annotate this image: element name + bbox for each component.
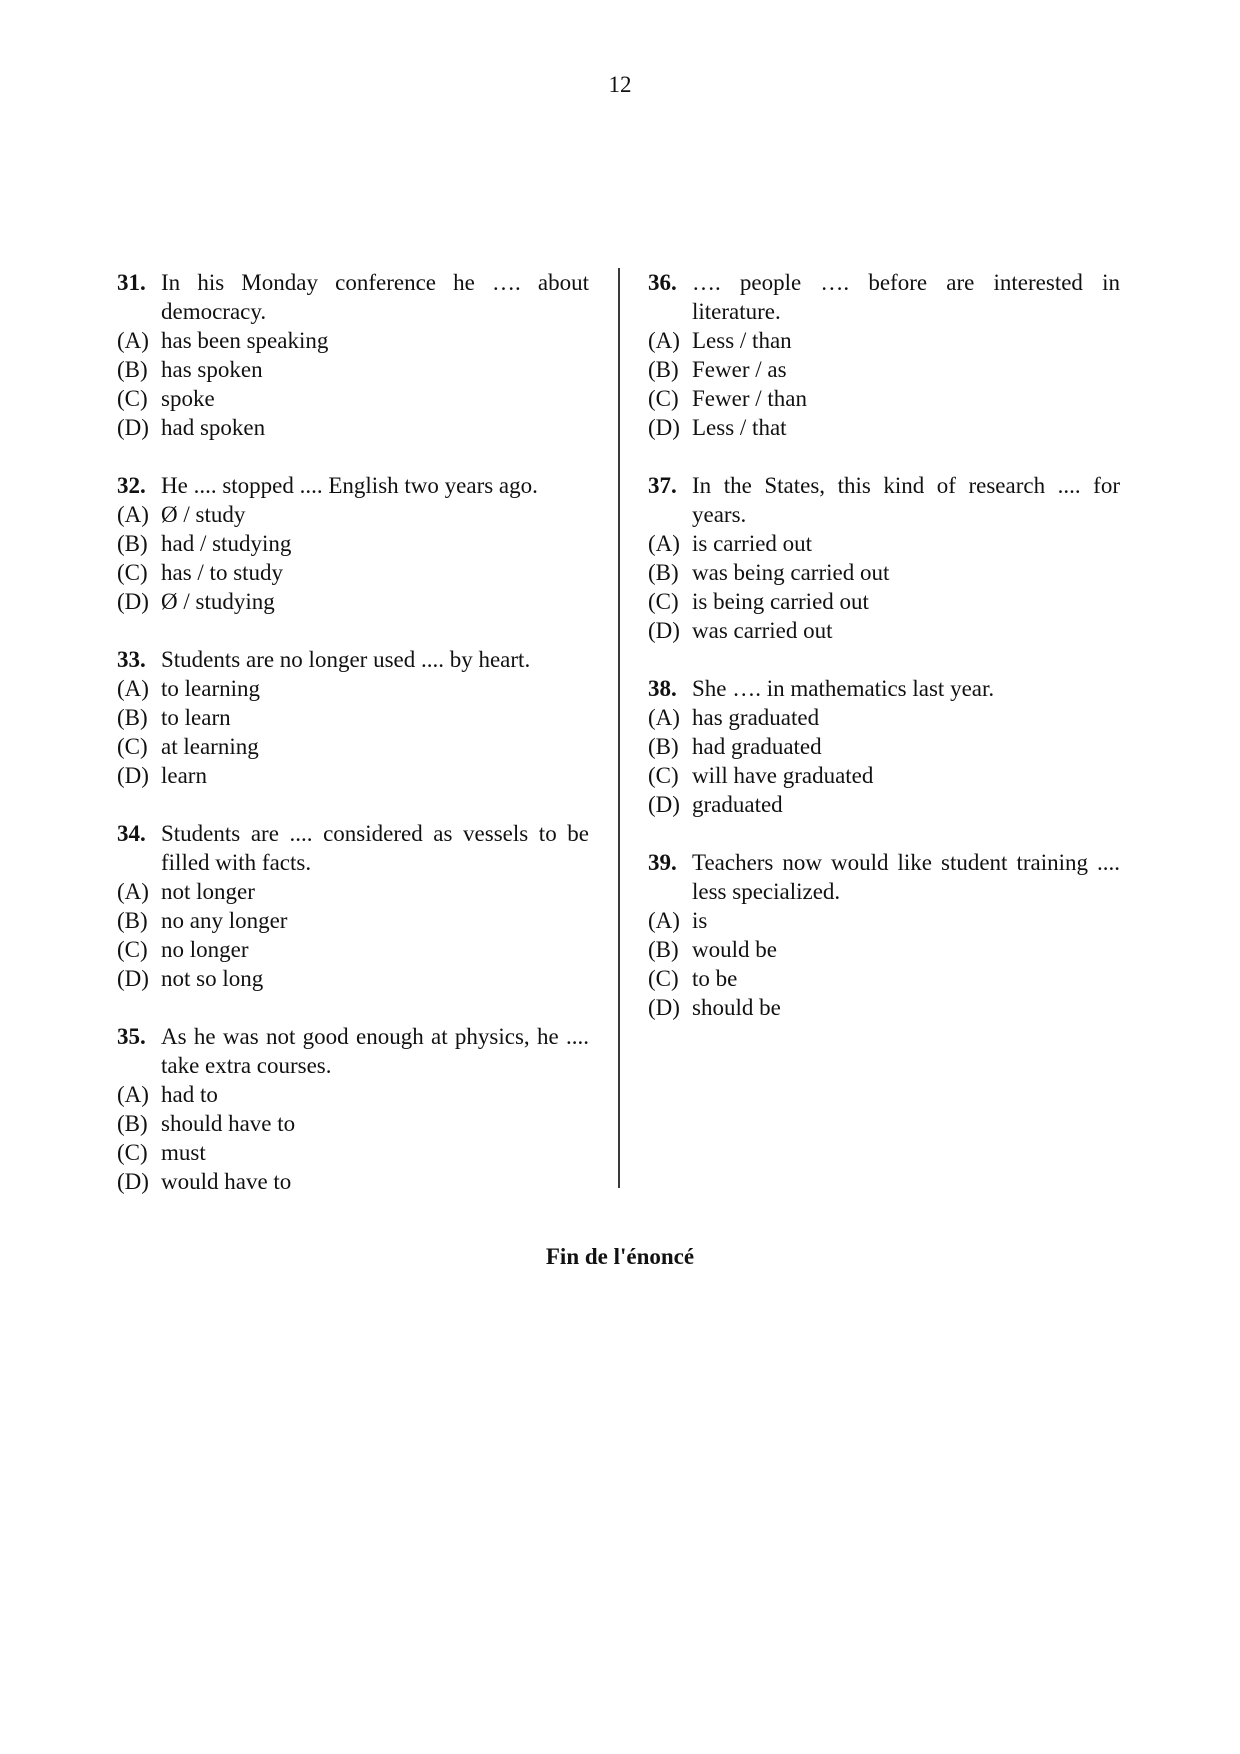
option-text: has graduated [692, 705, 820, 730]
option-text: is [692, 908, 708, 933]
answer-option [117, 558, 589, 587]
question-text: She …. in mathematics last year. [692, 676, 995, 701]
question-number: 32. [117, 473, 146, 498]
answer-option [117, 877, 589, 906]
option-text: no longer [161, 937, 249, 962]
answer-option [117, 529, 589, 558]
answer-option [648, 587, 1120, 616]
question-item [648, 848, 1120, 1022]
option-letter: (A) [117, 879, 149, 904]
answer-option [648, 732, 1120, 761]
column-divider [618, 268, 620, 1188]
option-text: Fewer / as [692, 357, 787, 382]
option-text: not longer [161, 879, 255, 904]
answer-option [117, 703, 589, 732]
question-stem [648, 268, 1120, 326]
option-letter: (C) [648, 763, 679, 788]
answer-option [117, 1167, 589, 1196]
question-text: As he was not good enough at physics, he .... take extra courses. [161, 1024, 589, 1078]
option-text: has been speaking [161, 328, 329, 353]
option-letter: (D) [648, 792, 680, 817]
option-letter: (A) [648, 908, 680, 933]
option-text: learn [161, 763, 207, 788]
option-letter: (C) [117, 560, 148, 585]
question-item [117, 645, 589, 790]
option-text: would have to [161, 1169, 292, 1194]
question-text: …. people …. before are interested in literature. [692, 270, 1120, 324]
answer-option [648, 964, 1120, 993]
right-question-column [648, 268, 1120, 1051]
option-text: graduated [692, 792, 783, 817]
option-letter: (B) [117, 357, 148, 382]
option-text: Fewer / than [692, 386, 807, 411]
option-text: Ø / study [161, 502, 246, 527]
option-letter: (D) [117, 966, 149, 991]
option-letter: (B) [648, 937, 679, 962]
answer-option [648, 529, 1120, 558]
option-text: has / to study [161, 560, 284, 585]
option-text: had / studying [161, 531, 292, 556]
answer-option [117, 761, 589, 790]
question-number: 31. [117, 270, 146, 295]
question-number: 36. [648, 270, 677, 295]
question-item [648, 471, 1120, 645]
left-question-column [117, 268, 589, 1225]
option-letter: (B) [117, 1111, 148, 1136]
question-stem [648, 471, 1120, 529]
option-text: Ø / studying [161, 589, 275, 614]
answer-option [117, 732, 589, 761]
option-text: would be [692, 937, 777, 962]
option-letter: (A) [648, 531, 680, 556]
question-stem [648, 848, 1120, 906]
option-letter: (D) [117, 589, 149, 614]
answer-option [117, 964, 589, 993]
answer-option [117, 1109, 589, 1138]
option-letter: (C) [648, 386, 679, 411]
option-letter: (B) [648, 560, 679, 585]
answer-option [648, 413, 1120, 442]
option-text: to learning [161, 676, 260, 701]
answer-option [117, 935, 589, 964]
option-letter: (B) [117, 705, 148, 730]
question-text: In the States, this kind of research .... for years. [692, 473, 1120, 527]
option-letter: (A) [117, 1082, 149, 1107]
option-letter: (D) [648, 995, 680, 1020]
question-stem [117, 471, 589, 500]
question-number: 35. [117, 1024, 146, 1049]
answer-option [648, 790, 1120, 819]
option-letter: (A) [117, 676, 149, 701]
option-letter: (D) [648, 618, 680, 643]
option-text: was carried out [692, 618, 833, 643]
option-text: to be [692, 966, 738, 991]
question-stem [117, 819, 589, 877]
option-letter: (C) [117, 734, 148, 759]
answer-option [648, 616, 1120, 645]
answer-option [117, 384, 589, 413]
question-text: He .... stopped .... English two years ago. [161, 473, 538, 498]
answer-option [117, 1138, 589, 1167]
question-item [648, 674, 1120, 819]
option-text: at learning [161, 734, 259, 759]
option-letter: (C) [117, 937, 148, 962]
option-text: to learn [161, 705, 231, 730]
option-text: Less / that [692, 415, 787, 440]
answer-option [117, 1080, 589, 1109]
answer-option [117, 326, 589, 355]
answer-option [648, 906, 1120, 935]
answer-option [117, 500, 589, 529]
option-letter: (D) [117, 415, 149, 440]
question-number: 33. [117, 647, 146, 672]
option-letter: (D) [117, 763, 149, 788]
question-text: Students are no longer used .... by heart. [161, 647, 531, 672]
answer-option [648, 703, 1120, 732]
option-letter: (A) [648, 328, 680, 353]
question-item [117, 268, 589, 442]
option-text: had to [161, 1082, 218, 1107]
answer-option [117, 906, 589, 935]
option-text: should be [692, 995, 781, 1020]
answer-option [648, 935, 1120, 964]
option-letter: (B) [117, 908, 148, 933]
option-letter: (B) [648, 734, 679, 759]
option-letter: (C) [117, 1140, 148, 1165]
answer-option [648, 558, 1120, 587]
option-text: is being carried out [692, 589, 869, 614]
question-text: In his Monday conference he …. about democracy. [161, 270, 589, 324]
question-item [117, 819, 589, 993]
option-text: has spoken [161, 357, 263, 382]
option-text: must [161, 1140, 206, 1165]
option-text: no any longer [161, 908, 288, 933]
answer-option [648, 384, 1120, 413]
option-letter: (A) [117, 502, 149, 527]
answer-option [648, 355, 1120, 384]
page-number: 12 [608, 72, 632, 97]
option-letter: (C) [648, 966, 679, 991]
option-text: not so long [161, 966, 264, 991]
question-stem [117, 268, 589, 326]
answer-option [648, 326, 1120, 355]
question-number: 39. [648, 850, 677, 875]
question-item [117, 1022, 589, 1196]
answer-option [648, 761, 1120, 790]
question-stem [648, 674, 1120, 703]
answer-option [117, 674, 589, 703]
question-stem [117, 1022, 589, 1080]
option-text: Less / than [692, 328, 792, 353]
option-text: spoke [161, 386, 215, 411]
question-stem [117, 645, 589, 674]
question-number: 37. [648, 473, 677, 498]
option-letter: (B) [648, 357, 679, 382]
option-text: is carried out [692, 531, 813, 556]
question-number: 38. [648, 676, 677, 701]
option-text: should have to [161, 1111, 296, 1136]
question-text: Teachers now would like student training .... less specialized. [692, 850, 1120, 904]
option-letter: (A) [117, 328, 149, 353]
option-letter: (B) [117, 531, 148, 556]
option-letter: (C) [117, 386, 148, 411]
option-letter: (C) [648, 589, 679, 614]
option-text: had graduated [692, 734, 822, 759]
option-text: will have graduated [692, 763, 874, 788]
answer-option [648, 993, 1120, 1022]
question-text: Students are .... considered as vessels to be filled with facts. [161, 821, 589, 875]
option-text: had spoken [161, 415, 266, 440]
option-letter: (D) [117, 1169, 149, 1194]
answer-option [117, 413, 589, 442]
answer-option [117, 587, 589, 616]
option-letter: (A) [648, 705, 680, 730]
answer-option [117, 355, 589, 384]
end-of-statement-note: Fin de l'énoncé [545, 1244, 695, 1269]
question-item [117, 471, 589, 616]
question-number: 34. [117, 821, 146, 846]
question-item [648, 268, 1120, 442]
option-letter: (D) [648, 415, 680, 440]
option-text: was being carried out [692, 560, 890, 585]
